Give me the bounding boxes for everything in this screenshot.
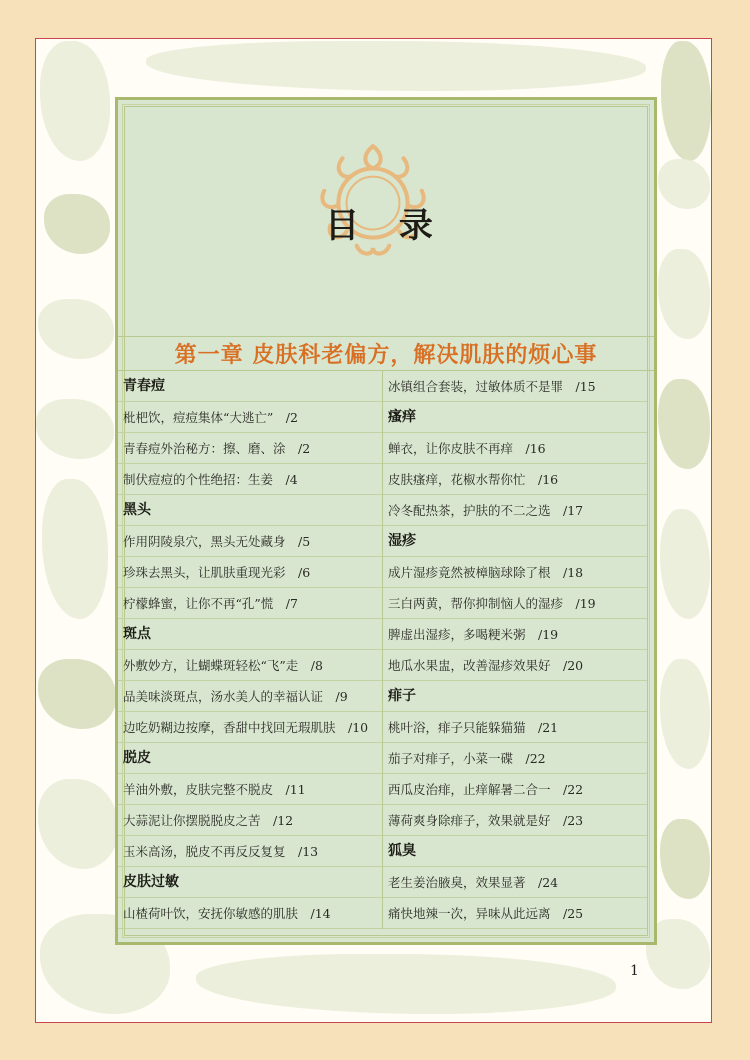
woman-illustration <box>660 819 710 899</box>
toc-left-column <box>118 371 382 929</box>
toc-entry[interactable]: 皮肤瘙痒，花椒水帮你忙 /16 <box>383 464 647 495</box>
toc-heading[interactable]: 脱皮 <box>118 743 382 774</box>
plant-illustration <box>661 41 711 161</box>
duck-illustration <box>658 159 710 209</box>
ginseng-illustration <box>40 41 110 161</box>
toc-entry[interactable]: 品美味淡斑点，汤水美人的幸福认证 /9 <box>118 681 382 712</box>
toc-heading[interactable]: 皮肤过敏 <box>118 867 382 898</box>
hands-illustration <box>36 399 114 459</box>
dandelion-illustration <box>42 479 108 619</box>
bottom-illustrations <box>196 954 616 1014</box>
toc-entry[interactable]: 薄荷爽身除痱子，效果就是好 /23 <box>383 805 647 836</box>
face-mask-illustration <box>658 379 710 469</box>
toc-entry[interactable]: 冷冬配热茶，护肤的不二之选 /17 <box>383 495 647 526</box>
cups-illustration <box>44 194 110 254</box>
feet-illustration <box>38 779 118 869</box>
toc-entry[interactable]: 蝉衣，让你皮肤不再痒 /16 <box>383 433 647 464</box>
toc-heading[interactable]: 狐臭 <box>383 836 647 867</box>
toc-entry[interactable]: 外敷妙方，让蝴蝶斑轻松“飞”走 /8 <box>118 650 382 681</box>
toc-entry[interactable]: 三白两黄，帮你抑制恼人的湿疹 /19 <box>383 588 647 619</box>
toc-heading[interactable]: 瘙痒 <box>383 402 647 433</box>
toc-entry[interactable]: 桃叶浴，痱子只能躲猫猫 /21 <box>383 712 647 743</box>
toc-entry[interactable]: 柠檬蜂蜜，让你不再“孔”慌 /7 <box>118 588 382 619</box>
chapter-divider-top <box>118 336 654 337</box>
toc-heading[interactable]: 青春痘 <box>118 371 382 402</box>
toc-entry[interactable]: 西瓜皮治痱，止痒解暑二合一 /22 <box>383 774 647 805</box>
toc-entry[interactable]: 茄子对痱子，小菜一碟 /22 <box>383 743 647 774</box>
toc-heading[interactable]: 湿疹 <box>383 526 647 557</box>
toc-entry[interactable]: 羊油外敷，皮肤完整不脱皮 /11 <box>118 774 382 805</box>
toc-entry[interactable]: 冰镇组合套装，过敏体质不是罪 /15 <box>383 371 647 402</box>
toc-entry[interactable]: 作用阴陵泉穴，黑头无处藏身 /5 <box>118 526 382 557</box>
herb-illustration <box>658 249 710 339</box>
hand-massage-illustration <box>38 659 116 729</box>
toc-heading[interactable]: 斑点 <box>118 619 382 650</box>
toc-entry[interactable]: 青春痘外治秘方：擦、磨、涂 /2 <box>118 433 382 464</box>
toc-entry[interactable]: 枇杷饮，痘痘集体“大逃亡” /2 <box>118 402 382 433</box>
vegetables-illustration <box>38 299 114 359</box>
face-touch-illustration <box>660 659 710 769</box>
toc-panel <box>115 97 657 945</box>
toc-right-column <box>382 371 647 929</box>
toc-heading[interactable]: 痱子 <box>383 681 647 712</box>
toc-entry[interactable]: 脾虚出湿疹，多喝粳米粥 /19 <box>383 619 647 650</box>
toc-entry[interactable]: 成片湿疹竟然被樟脑球除了根 /18 <box>383 557 647 588</box>
toc-entry[interactable]: 珍珠去黑头，让肌肤重现光彩 /6 <box>118 557 382 588</box>
toc-entry[interactable]: 制伏痘痘的个性绝招：生姜 /4 <box>118 464 382 495</box>
toc-entry[interactable]: 边吃奶糊边按摩，香甜中找回无瑕肌肤 /10 <box>118 712 382 743</box>
toc-heading[interactable]: 黑头 <box>118 495 382 526</box>
page-number: 1 <box>630 963 639 979</box>
toc-entry[interactable]: 老生姜治腋臭，效果显著 /24 <box>383 867 647 898</box>
toc-entry[interactable]: 大蒜泥让你摆脱脱皮之苦 /12 <box>118 805 382 836</box>
toc-entry[interactable]: 地瓜水果盅，改善湿疹效果好 /20 <box>383 650 647 681</box>
top-illustrations <box>146 41 646 91</box>
toc-entry[interactable]: 玉米高汤，脱皮不再反反复复 /13 <box>118 836 382 867</box>
leaf-illustration <box>660 509 710 619</box>
toc-entry[interactable]: 山楂荷叶饮，安抚你敏感的肌肤 /14 <box>118 898 382 929</box>
chapter-heading: 第一章 皮肤科老偏方，解决肌肤的烦心事 <box>174 342 598 368</box>
toc-entry[interactable]: 痛快地辣一次，异味从此远离 /25 <box>383 898 647 929</box>
page-title: 目 录 <box>325 206 447 246</box>
